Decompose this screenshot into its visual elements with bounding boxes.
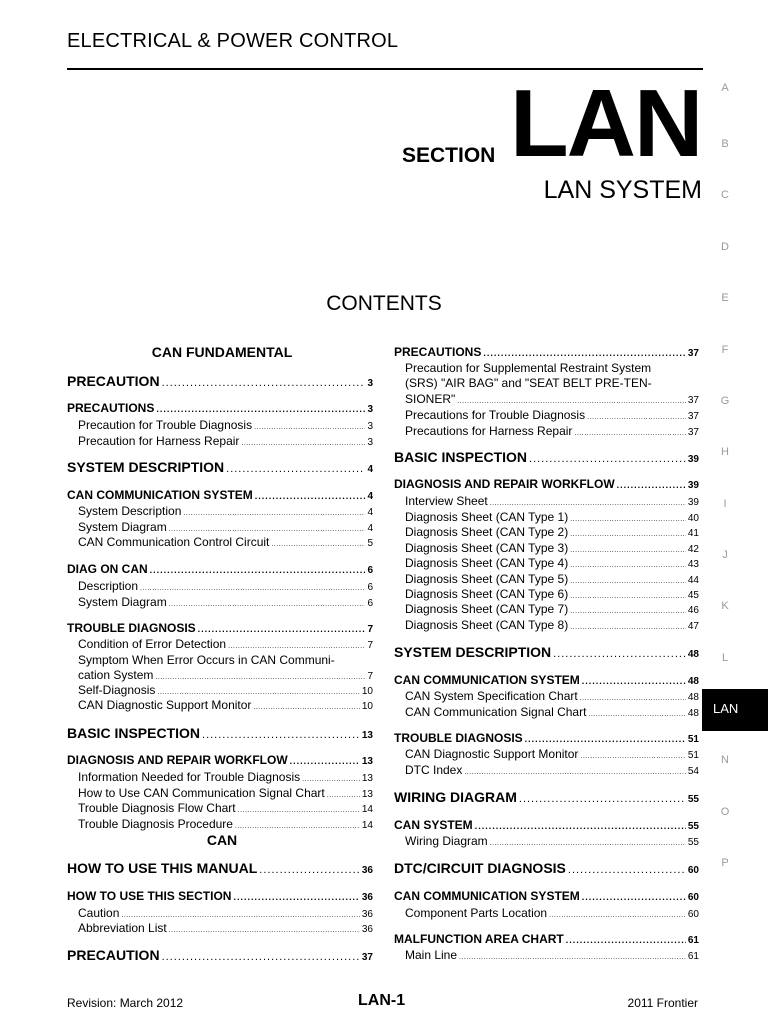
toc-entry-page: 4	[367, 523, 373, 534]
toc-entry-title: Description	[78, 579, 139, 593]
toc-entry-page: 4	[367, 491, 373, 502]
index-letter[interactable]: E	[721, 292, 729, 304]
toc-entry[interactable]	[67, 860, 373, 876]
toc-entry-page: 39	[687, 480, 699, 491]
index-letter[interactable]: I	[723, 498, 727, 510]
toc-entry-page: 37	[687, 395, 699, 406]
toc-entry[interactable]	[405, 392, 699, 406]
toc-entry-page: 60	[687, 892, 699, 903]
toc-entry-page: 61	[687, 951, 699, 962]
toc-entry-page: 48	[687, 676, 699, 687]
toc-entry[interactable]	[394, 673, 699, 687]
toc-entry-page: 44	[687, 575, 699, 586]
toc-entry[interactable]	[78, 817, 373, 831]
current-section-tab-label: LAN	[713, 701, 739, 716]
toc-entry[interactable]	[394, 345, 699, 359]
toc-entry[interactable]	[67, 725, 373, 741]
leader-dots	[490, 500, 686, 507]
toc-entry[interactable]	[394, 644, 699, 660]
toc-entry-page: 40	[687, 513, 699, 524]
toc-entry-page: 6	[367, 565, 373, 576]
toc-entry[interactable]	[405, 572, 699, 586]
leader-dots	[519, 793, 686, 805]
leader-dots	[570, 608, 686, 615]
toc-entry-title: SYSTEM DESCRIPTION	[394, 644, 552, 660]
leader-dots	[617, 480, 686, 490]
toc-entry[interactable]	[67, 621, 373, 635]
toc-entry[interactable]	[78, 668, 373, 682]
toc-entry[interactable]	[78, 579, 373, 593]
toc-entry-page: 39	[687, 454, 699, 465]
leader-dots	[259, 864, 360, 876]
leader-dots	[464, 769, 686, 776]
toc-entry-title: Diagnosis Sheet (CAN Type 1)	[405, 510, 569, 524]
toc-entry-page: 48	[687, 692, 699, 703]
leader-dots	[140, 585, 365, 592]
toc-entry-page: 36	[361, 892, 373, 903]
toc-entry-title: System Diagram	[78, 595, 167, 609]
toc-entry[interactable]	[394, 449, 699, 465]
toc-entry-title: cation System	[78, 668, 154, 682]
toc-entry[interactable]	[405, 510, 699, 524]
toc-entry[interactable]	[67, 889, 373, 903]
toc-entry-title: Condition of Error Detection	[78, 637, 227, 651]
toc-entry-page: 13	[361, 730, 373, 741]
toc-entry[interactable]	[78, 535, 373, 549]
manual-header-title: ELECTRICAL & POWER CONTROL	[67, 30, 399, 52]
toc-entry[interactable]	[405, 906, 699, 920]
toc-entry-page: 37	[361, 952, 373, 963]
toc-entry-page: 6	[367, 582, 373, 593]
toc-entry-page: 60	[687, 865, 699, 876]
toc-entry-title: CAN Communication Signal Chart	[405, 705, 587, 719]
index-letter[interactable]: D	[721, 241, 729, 253]
index-letter[interactable]: K	[721, 600, 729, 612]
toc-entry[interactable]	[78, 921, 373, 935]
toc-entry[interactable]	[78, 698, 373, 712]
toc-group-heading: CAN FUNDAMENTAL	[151, 344, 293, 360]
leader-dots	[162, 951, 360, 963]
leader-dots	[475, 821, 686, 831]
toc-entry-page: 14	[361, 804, 373, 815]
leader-dots	[459, 954, 686, 961]
leader-dots	[183, 510, 365, 517]
toc-entry-page: 43	[687, 559, 699, 570]
index-letter[interactable]: O	[720, 806, 730, 818]
toc-entry-page: 46	[687, 605, 699, 616]
toc-entry-title: Diagnosis Sheet (CAN Type 2)	[405, 525, 569, 539]
toc-entry-page: 3	[367, 404, 373, 415]
toc-entry-page: 13	[361, 773, 373, 784]
toc-entry-title: CAN COMMUNICATION SYSTEM	[67, 488, 253, 502]
toc-entry-title: Diagnosis Sheet (CAN Type 8)	[405, 618, 569, 632]
toc-entry-continued[interactable]: (SRS) "AIR BAG" and "SEAT BELT PRE-TEN-	[405, 376, 652, 390]
toc-entry-title: Component Parts Location	[405, 906, 548, 920]
toc-entry-title: DTC Index	[405, 763, 463, 777]
toc-entry-title: Interview Sheet	[405, 494, 488, 508]
toc-entry-continued[interactable]: Symptom When Error Occurs in CAN Communi-	[78, 653, 335, 667]
toc-entry-title: Caution	[78, 906, 120, 920]
toc-entry[interactable]	[394, 731, 699, 745]
toc-entry-page: 4	[367, 507, 373, 518]
leader-dots	[483, 348, 686, 358]
toc-entry-title: Information Needed for Trouble Diagnosis	[78, 770, 301, 784]
toc-entry[interactable]	[78, 786, 373, 800]
toc-entry-page: 55	[687, 837, 699, 848]
toc-entry-title: TROUBLE DIAGNOSIS	[394, 731, 523, 745]
leader-dots	[290, 756, 360, 766]
toc-entry[interactable]	[78, 520, 373, 534]
toc-entry[interactable]	[405, 556, 699, 570]
leader-dots	[238, 807, 360, 814]
index-letter[interactable]: P	[721, 857, 729, 869]
toc-entry[interactable]	[67, 753, 373, 767]
toc-entry[interactable]	[394, 477, 699, 491]
toc-entry-title: DIAGNOSIS AND REPAIR WORKFLOW	[394, 477, 615, 491]
leader-dots	[553, 648, 686, 660]
index-letter[interactable]: G	[720, 395, 730, 407]
leader-dots	[570, 593, 686, 600]
toc-entry-page: 47	[687, 621, 699, 632]
toc-entry-title: System Diagram	[78, 520, 167, 534]
section-word: SECTION	[402, 144, 496, 167]
toc-entry-page: 37	[687, 427, 699, 438]
toc-entry-title: CAN COMMUNICATION SYSTEM	[394, 673, 580, 687]
toc-entry[interactable]	[78, 683, 373, 697]
toc-entry[interactable]	[405, 541, 699, 555]
toc-entry-title: CAN Diagnostic Support Monitor	[78, 698, 252, 712]
leader-dots	[162, 377, 366, 389]
leader-dots	[233, 892, 359, 902]
toc-entry-page: 55	[687, 821, 699, 832]
toc-entry-page: 3	[367, 437, 373, 448]
toc-entry[interactable]	[405, 587, 699, 601]
leader-dots	[582, 676, 686, 686]
toc-entry-title: SYSTEM DESCRIPTION	[67, 459, 225, 475]
toc-entry[interactable]	[405, 525, 699, 539]
index-letter[interactable]: A	[721, 82, 729, 94]
leader-dots	[570, 578, 686, 585]
leader-dots	[156, 404, 365, 414]
leader-dots	[271, 541, 365, 548]
toc-entry[interactable]	[405, 948, 699, 962]
toc-entry-title: Precautions for Trouble Diagnosis	[405, 408, 586, 422]
toc-entry[interactable]	[78, 418, 373, 432]
index-letter[interactable]: L	[721, 652, 729, 664]
index-letter[interactable]: N	[721, 754, 729, 766]
toc-entry-page: 37	[687, 411, 699, 422]
leader-dots	[570, 562, 686, 569]
toc-entry-title: BASIC INSPECTION	[394, 449, 528, 465]
toc-entry-page: 39	[687, 497, 699, 508]
toc-entry-page: 45	[687, 590, 699, 601]
toc-entry-page: 36	[361, 924, 373, 935]
toc-entry-title: Trouble Diagnosis Procedure	[78, 817, 233, 831]
leader-dots	[574, 430, 685, 437]
toc-entry-page: 5	[367, 538, 373, 549]
toc-entry-page: 61	[687, 935, 699, 946]
toc-entry-page: 7	[367, 640, 373, 651]
toc-entry-title: Diagnosis Sheet (CAN Type 6)	[405, 587, 569, 601]
toc-entry-title: System Description	[78, 504, 182, 518]
leader-dots	[529, 453, 686, 465]
toc-entry[interactable]	[405, 424, 699, 438]
toc-entry[interactable]	[78, 906, 373, 920]
toc-entry-title: PRECAUTIONS	[67, 401, 155, 415]
toc-entry-title: Diagnosis Sheet (CAN Type 4)	[405, 556, 569, 570]
toc-entry-page: 6	[367, 598, 373, 609]
toc-entry-title: How to Use CAN Communication Signal Chart	[78, 786, 325, 800]
toc-entry-title: Abbreviation List	[78, 921, 167, 935]
leader-dots	[155, 674, 365, 681]
toc-entry-page: 48	[687, 649, 699, 660]
toc-entry[interactable]	[394, 789, 699, 805]
toc-entry[interactable]	[67, 488, 373, 502]
toc-entry-page: 13	[361, 756, 373, 767]
toc-entry-title: PRECAUTIONS	[394, 345, 482, 359]
toc-entry-title: CAN Diagnostic Support Monitor	[405, 747, 579, 761]
contents-title: CONTENTS	[326, 292, 442, 315]
toc-entry-page: 36	[361, 909, 373, 920]
toc-entry-title: CAN System Specification Chart	[405, 689, 578, 703]
footer-model: 2011 Frontier	[627, 996, 698, 1010]
toc-entry[interactable]	[67, 459, 373, 475]
leader-dots	[302, 776, 360, 783]
toc-entry-page: 55	[687, 794, 699, 805]
footer-revision: Revision: March 2012	[67, 996, 184, 1010]
toc-entry-title: Self-Diagnosis	[78, 683, 156, 697]
toc-entry-title: HOW TO USE THIS SECTION	[67, 889, 232, 903]
toc-entry[interactable]	[78, 770, 373, 784]
toc-entry-title: DIAGNOSIS AND REPAIR WORKFLOW	[67, 753, 288, 767]
toc-entry[interactable]	[78, 434, 373, 448]
leader-dots	[570, 531, 686, 538]
leader-dots	[228, 643, 365, 650]
toc-entry[interactable]	[394, 889, 699, 903]
toc-entry-title: DTC/CIRCUIT DIAGNOSIS	[394, 860, 566, 876]
toc-entry[interactable]	[78, 637, 373, 651]
toc-entry[interactable]	[405, 705, 699, 719]
leader-dots	[580, 753, 685, 760]
toc-entry-title: TROUBLE DIAGNOSIS	[67, 621, 196, 635]
leader-dots	[241, 440, 365, 447]
leader-dots	[457, 398, 686, 405]
toc-entry-page: 3	[367, 421, 373, 432]
toc-entry-title: CAN SYSTEM	[394, 818, 473, 832]
toc-entry[interactable]	[67, 401, 373, 415]
toc-entry-title: CAN Communication Control Circuit	[78, 535, 270, 549]
footer-page-number: LAN-1	[358, 992, 406, 1009]
toc-entry-title: PRECAUTION	[67, 947, 160, 963]
toc-entry-page: 14	[361, 820, 373, 831]
leader-dots	[587, 414, 686, 421]
toc-entry-title: MALFUNCTION AREA CHART	[394, 932, 564, 946]
toc-entry[interactable]	[67, 562, 373, 576]
toc-entry-title: HOW TO USE THIS MANUAL	[67, 860, 258, 876]
leader-dots	[226, 463, 365, 475]
leader-dots	[255, 491, 366, 501]
toc-entry[interactable]	[405, 747, 699, 761]
toc-entry-page: 10	[361, 686, 373, 697]
toc-group-heading: CAN	[206, 832, 238, 848]
leader-dots	[570, 516, 686, 523]
leader-dots	[490, 840, 686, 847]
toc-entry[interactable]	[394, 818, 699, 832]
toc-entry-title: Diagnosis Sheet (CAN Type 3)	[405, 541, 569, 555]
toc-entry[interactable]	[405, 763, 699, 777]
leader-dots	[169, 927, 360, 934]
index-letter[interactable]: F	[721, 344, 729, 356]
leader-dots	[570, 624, 686, 631]
toc-entry-title: DIAG ON CAN	[67, 562, 148, 576]
leader-dots	[202, 729, 360, 741]
leader-dots	[588, 711, 685, 718]
leader-dots	[157, 689, 360, 696]
toc-entry[interactable]	[405, 408, 699, 422]
toc-entry-page: 7	[367, 624, 373, 635]
toc-entry[interactable]	[405, 494, 699, 508]
leader-dots	[253, 704, 359, 711]
leader-dots	[525, 734, 686, 744]
index-letter[interactable]: C	[721, 189, 729, 201]
toc-entry-title: Trouble Diagnosis Flow Chart	[78, 801, 236, 815]
toc-entry[interactable]	[78, 595, 373, 609]
toc-entry-title: Diagnosis Sheet (CAN Type 7)	[405, 602, 569, 616]
toc-entry-page: 36	[361, 865, 373, 876]
leader-dots	[570, 547, 686, 554]
toc-entry-page: 3	[367, 378, 373, 389]
leader-dots	[169, 601, 366, 608]
leader-dots	[580, 695, 686, 702]
toc-entry-title: BASIC INSPECTION	[67, 725, 201, 741]
toc-entry-page: 51	[687, 734, 699, 745]
toc-entry-page: 60	[687, 909, 699, 920]
toc-entry-page: 42	[687, 544, 699, 555]
toc-entry-title: SIONER"	[405, 392, 456, 406]
toc-entry[interactable]	[394, 860, 699, 876]
toc-entry-page: 4	[367, 464, 373, 475]
toc-entry-title: Precaution for Trouble Diagnosis	[78, 418, 253, 432]
toc-entry-page: 7	[367, 671, 373, 682]
toc-entry-page: 54	[687, 766, 699, 777]
toc-entry-page: 37	[687, 348, 699, 359]
leader-dots	[549, 912, 686, 919]
toc-entry[interactable]	[67, 373, 373, 389]
toc-entry[interactable]	[405, 618, 699, 632]
toc-entry-title: CAN COMMUNICATION SYSTEM	[394, 889, 580, 903]
section-title: LAN SYSTEM	[543, 176, 702, 204]
toc-entry-title: Diagnosis Sheet (CAN Type 5)	[405, 572, 569, 586]
index-letter[interactable]: H	[721, 446, 729, 458]
leader-dots	[121, 912, 360, 919]
toc-entry[interactable]	[67, 947, 373, 963]
leader-dots	[254, 424, 365, 431]
toc-entry-page: 10	[361, 701, 373, 712]
toc-entry[interactable]	[78, 801, 373, 815]
leader-dots	[582, 892, 686, 902]
index-letter[interactable]: J	[722, 549, 728, 561]
toc-entry-title: WIRING DIAGRAM	[394, 789, 517, 805]
toc-entry[interactable]	[405, 689, 699, 703]
toc-entry[interactable]	[394, 932, 699, 946]
toc-entry[interactable]	[78, 504, 373, 518]
toc-entry-title: Precautions for Harness Repair	[405, 424, 573, 438]
leader-dots	[568, 864, 686, 876]
toc-entry-title: Precaution for Harness Repair	[78, 434, 240, 448]
toc-entry-title: Main Line	[405, 948, 458, 962]
index-letter[interactable]: B	[721, 138, 729, 150]
toc-entry-page: 13	[361, 789, 373, 800]
section-code: LAN	[510, 70, 702, 177]
leader-dots	[198, 624, 366, 634]
leader-dots	[169, 526, 366, 533]
leader-dots	[150, 565, 366, 575]
toc-entry-title: PRECAUTION	[67, 373, 160, 389]
toc-entry[interactable]	[405, 602, 699, 616]
leader-dots	[327, 792, 360, 799]
leader-dots	[235, 823, 360, 830]
leader-dots	[566, 935, 686, 945]
toc-entry-page: 48	[687, 708, 699, 719]
toc-entry-page: 51	[687, 750, 699, 761]
toc-entry-page: 41	[687, 528, 699, 539]
toc-entry-title: Wiring Diagram	[405, 834, 488, 848]
toc-entry-continued[interactable]: Precaution for Supplemental Restraint System	[405, 361, 652, 375]
toc-entry[interactable]	[405, 834, 699, 848]
